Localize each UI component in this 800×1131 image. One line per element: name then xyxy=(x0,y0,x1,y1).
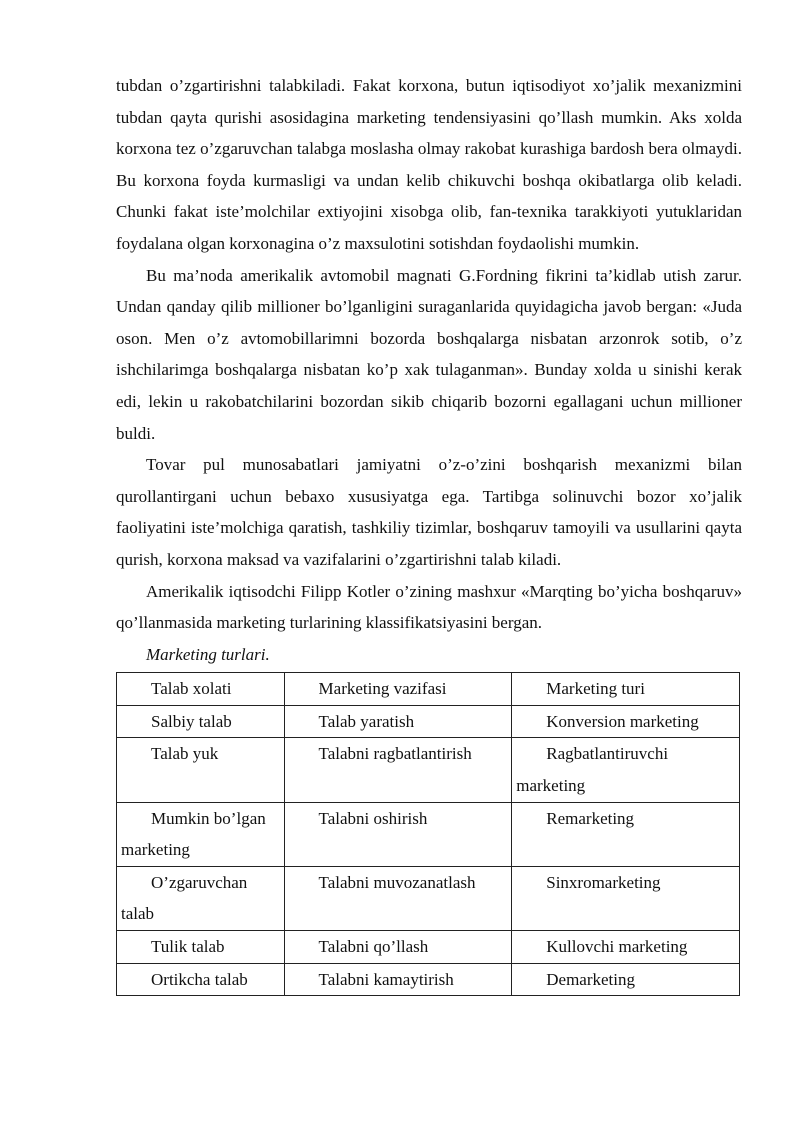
table-cell: Talabni ragbatlantirish xyxy=(284,738,512,802)
table-cell: Mumkin bo’lgan marketing xyxy=(117,802,285,866)
table-cell: Talab yaratish xyxy=(284,705,512,738)
table-header-cell: Marketing turi xyxy=(512,673,740,706)
table-cell: Talab yuk xyxy=(117,738,285,802)
table-header-cell: Marketing vazifasi xyxy=(284,673,512,706)
table-caption: Marketing turlari. xyxy=(146,644,270,664)
table-row xyxy=(117,963,740,996)
table-cell: Talabni muvozanatlash xyxy=(284,866,512,930)
table-cell: Demarketing xyxy=(512,963,740,996)
paragraph-market-relations: Tovar pul munosabatlari jamiyatni o’z-o’zini boshqarish mexanizmi bilan qurollantirgani uchun bebaxo xususiyatga ega. Tartibga solinuvchi bozor xo’jalik faoliyatini iste’molchiga qaratish, tashkiliy tizimlar, boshqaruv tamoyili va usullarini qayta qurish, korxona maksad va vazifalarini o’zgartirishni talab kiladi. xyxy=(116,455,742,569)
table-cell: Kullovchi marketing xyxy=(512,931,740,964)
table-cell: Salbiy talab xyxy=(117,705,285,738)
table-row xyxy=(117,802,740,866)
table-cell: O’zgaruvchan talab xyxy=(117,866,285,930)
table-row xyxy=(117,866,740,930)
table-cell: Tulik talab xyxy=(117,931,285,964)
table-header-row xyxy=(117,673,740,706)
paragraph-kotler: Amerikalik iqtisodchi Filipp Kotler o’zining mashxur «Marqting bo’yicha boshqaruv» qo’llanmasida marketing turlarining klassifikatsiyasini bergan. xyxy=(116,581,742,633)
paragraph-continuation: tubdan o’zgartirishni talabkiladi. Fakat korxona, butun iqtisodiyot xo’jalik mexanizmini tubdan qayta qurishi asosidagina marketing tendensiyasini qo’llash mumkin. Aks xolda korxona tez o’zgaruvchan talabga moslasha olmay rakobat kurashiga bardosh bera olmaydi. Bu korxona foyda kurmasligi va undan kelib chikuvchi boshqa okibatlarga olib keladi. Chunki fakat iste’molchilar extiyojini xisobga olib, fan-texnika tarakkiyoti yutuklaridan foydalana olgan korxonagina o’z maxsulotini sotishdan foydaolishi mumkin. xyxy=(116,76,742,253)
table-cell: Talabni oshirish xyxy=(284,802,512,866)
table-cell: Sinxromarketing xyxy=(512,866,740,930)
table-cell: Ortikcha talab xyxy=(117,963,285,996)
table-cell: Remarketing xyxy=(512,802,740,866)
table-cell: Ragbatlantiruvchi marketing xyxy=(512,738,740,802)
table-row xyxy=(117,705,740,738)
table-cell: Talabni qo’llash xyxy=(284,931,512,964)
table-row xyxy=(117,931,740,964)
table-cell: Talabni kamaytirish xyxy=(284,963,512,996)
table-header-cell: Talab xolati xyxy=(117,673,285,706)
document-page xyxy=(116,70,742,996)
paragraph-ford: Bu ma’noda amerikalik avtomobil magnati G.Fordning fikrini ta’kidlab utish zarur. Undan qanday qilib millioner bo’lganligini suraganlarida quyidagicha javob bergan: «Juda oson. Men o’z avtomobillarimni bozorda boshqalarga nisbatan arzonrok sotib, o’z ishchilarimga boshqalarga nisbatan ko’p xak tulaganman». Bunday xolda u sinishi kerak edi, lekin u rakobatchilarini bozordan sikib chiqarib bozorni egallagani uchun millioner buldi. xyxy=(116,265,742,443)
marketing-types-table xyxy=(116,672,740,996)
table-row xyxy=(117,738,740,802)
table-cell: Konversion marketing xyxy=(512,705,740,738)
